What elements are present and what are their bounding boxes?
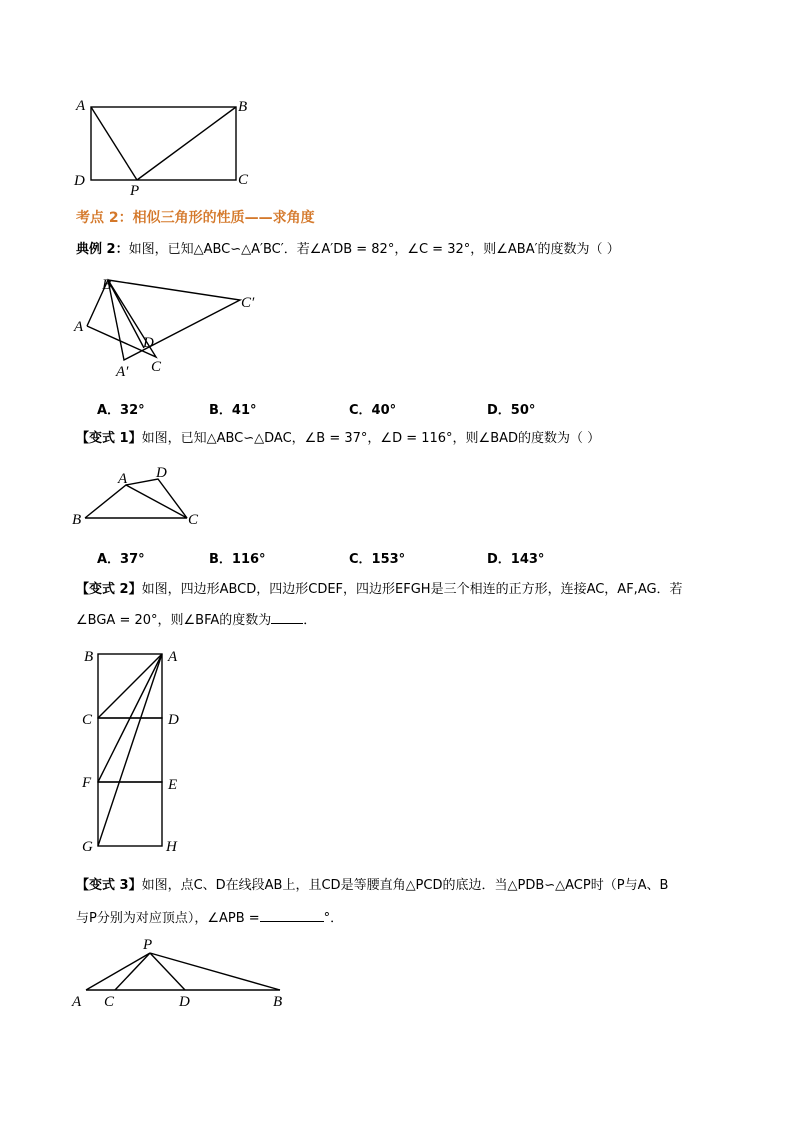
variant1-option-c[interactable]: C．153° <box>349 552 406 567</box>
figure-example2 <box>70 272 270 382</box>
variant2-tag: 【变式 2】 <box>76 582 142 597</box>
variant2-question-line2 <box>76 609 316 631</box>
section-title: 考点 2：相似三角形的性质——求角度 <box>76 210 315 226</box>
label-d: D <box>143 335 154 351</box>
label-b: B <box>273 994 283 1010</box>
label-a: A <box>118 471 128 487</box>
variant1-tag: 【变式 1】 <box>76 431 142 446</box>
label-f: F <box>82 775 92 791</box>
label-e: E <box>168 777 178 793</box>
triangle-dac <box>126 479 187 518</box>
label-b: B <box>84 649 94 665</box>
segment-bp <box>137 107 236 180</box>
label-c-prime: C′ <box>241 295 255 311</box>
figure-variant1 <box>70 462 220 532</box>
example2-option-a[interactable]: A．32° <box>97 403 145 418</box>
variant1-option-d[interactable]: D．143° <box>487 552 545 567</box>
example2-option-d[interactable]: D．50° <box>487 403 536 418</box>
label-a-prime: A′ <box>116 364 129 380</box>
label-c: C <box>82 712 93 728</box>
label-c: C <box>238 172 249 188</box>
label-c: C <box>104 994 115 1010</box>
variant1-text: 如图，已知△ABC∽△DAC，∠B = 37°，∠D = 116°，则∠BAD的度数为（ ） <box>141 431 601 446</box>
label-d: D <box>168 712 179 728</box>
label-a: A <box>74 319 84 335</box>
label-a: A <box>72 994 82 1010</box>
label-b: B <box>72 512 82 528</box>
figure-variant3 <box>70 935 300 1015</box>
segment-ag <box>98 654 162 846</box>
segment-pc <box>115 953 150 990</box>
label-p: P <box>143 937 153 953</box>
variant1-option-a[interactable]: A．37° <box>97 552 145 567</box>
segment-pb <box>150 953 280 990</box>
segment-ap <box>91 107 137 180</box>
example2-option-c[interactable]: C．40° <box>349 403 397 418</box>
variant3-question-line1 <box>76 876 668 896</box>
label-d: D <box>74 173 85 189</box>
label-a: A <box>76 98 86 114</box>
variant3-question-line2 <box>76 907 343 929</box>
variant1-question <box>76 429 600 449</box>
segment-pa <box>86 953 150 990</box>
square-efgh <box>98 782 162 846</box>
label-d: D <box>179 994 190 1010</box>
rectangle-abcd <box>91 107 236 180</box>
variant1-option-b[interactable]: B．116° <box>209 552 266 567</box>
label-c: C <box>188 512 199 528</box>
label-d: D <box>156 465 167 481</box>
example2-option-b[interactable]: B．41° <box>209 403 257 418</box>
label-p: P <box>130 183 140 199</box>
example2-text: 如图，已知△ABC∽△A′BC′．若∠A′DB = 82°，∠C = 32°，则∠ABA′的度数为（ ） <box>128 242 620 257</box>
triangle-a1bc1 <box>108 280 240 360</box>
triangle-abc <box>85 485 187 518</box>
label-c: C <box>151 359 162 375</box>
figure-variant2 <box>70 642 200 862</box>
variant3-text-line1: 如图，点C、D在线段AB上，且CD是等腰直角△PCD的底边．当△PDB∽△ACP时（P与A、B <box>141 878 669 893</box>
figure-rectangle-abcd <box>70 95 260 200</box>
label-h: H <box>166 839 177 855</box>
variant3-answer-blank[interactable] <box>260 907 324 922</box>
example2-tag: 典例 2： <box>76 242 129 257</box>
variant2-answer-blank[interactable] <box>271 609 303 624</box>
variant3-text-line2: 与P分别为对应顶点），∠APB = <box>76 911 260 926</box>
variant3-tag: 【变式 3】 <box>76 878 142 893</box>
variant2-text-line1: 如图，四边形ABCD，四边形CDEF，四边形EFGH是三个相连的正方形，连接AC，AF,AG．若 <box>141 582 683 597</box>
segment-ac <box>98 654 162 718</box>
example2-question <box>76 240 620 260</box>
variant2-text-line2-end: ． <box>303 613 317 628</box>
label-g: G <box>82 839 93 855</box>
variant2-question-line1 <box>76 580 683 600</box>
label-b: B <box>238 99 248 115</box>
label-b: B <box>102 277 112 293</box>
variant3-text-line2-end: °． <box>323 911 344 926</box>
variant2-text-line2: ∠BGA = 20°，则∠BFA的度数为 <box>76 613 272 628</box>
label-a: A <box>168 649 178 665</box>
